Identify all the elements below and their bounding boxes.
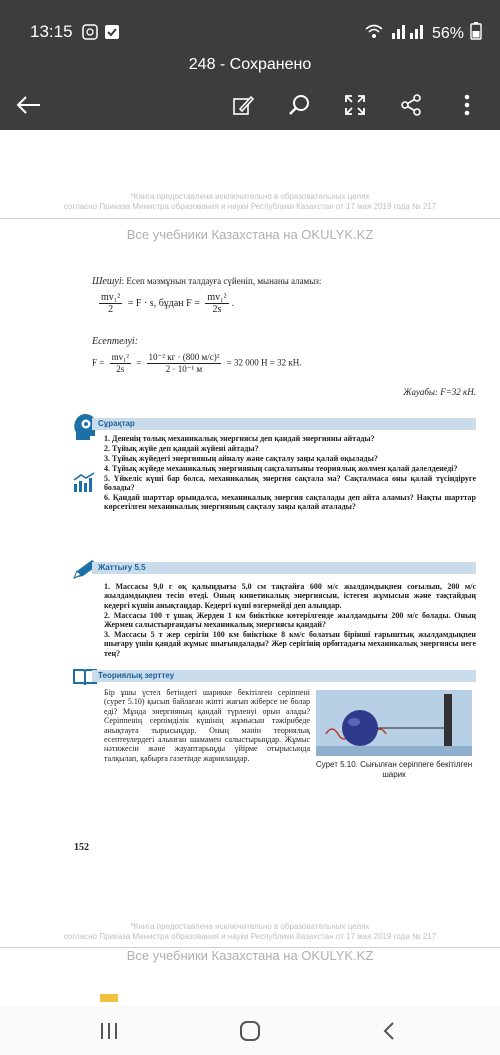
watermark-bottom-line-2: согласно Приказа Министра образования и науки Республики Казахстан от 17 мая 2019 года № 217: [63, 932, 437, 941]
formula1-mid: = F · s, бұдан F =: [127, 297, 200, 309]
chart-up-icon: [72, 472, 96, 497]
formula-1: [96, 292, 486, 315]
exercise-1: 1. Массасы 9,0 г оқ қалыңдығы 5,0 см тақтайға 600 м/с жылдамдықпен соғылып, 200 м/с жылдамдықпен тесіп өтеді. Оның кинетикалық энергиясын, істеген жұмысын және тақтайдың кедергі күшін анықтаңдар. Кедергі күші өзгермейді деп алыңдар.: [104, 582, 476, 610]
fullscreen-button[interactable]: [340, 90, 370, 120]
exercise-header: Жаттығу 5.5: [92, 562, 476, 574]
signal-icon: [390, 23, 426, 44]
recent-apps-icon: [99, 1022, 119, 1040]
okulyk-banner: Все учебники Казахстана на OKULYK.KZ: [126, 227, 374, 242]
calc-label: Есептелуі: [92, 336, 135, 347]
formula1-num: mv₁²: [101, 292, 121, 303]
exercise-list: [104, 582, 476, 659]
edit-icon: [231, 93, 255, 117]
back-arrow-icon: [16, 95, 42, 115]
back-button[interactable]: [374, 1016, 404, 1046]
status-bar: [0, 0, 500, 46]
formula2-num2: 10⁻² кг · (800 м/с)²: [148, 352, 220, 362]
next-page-marker: [100, 994, 118, 1002]
edit-button[interactable]: [228, 90, 258, 120]
research-header: Теориялық зерттеу: [92, 670, 476, 682]
top-app-bar: [0, 0, 500, 130]
watermark-line-1: *Книга предоставлена исключительно в образовательных целях: [130, 192, 370, 201]
formula-2: [92, 352, 482, 375]
formula2-den2: 2 · 10⁻¹ м: [165, 364, 203, 374]
question-4: 4. Тұйық жүйеде механикалық энергияның сақталатыны теориялық жолмен қалай дәлелденеді?: [104, 463, 458, 473]
question-2: 2. Тұйық жүйе деп қандай жүйені айтады?: [104, 443, 259, 453]
document-page[interactable]: [0, 130, 500, 1018]
formula1-den2: 2s: [212, 304, 222, 315]
question-5: 5. Үйкеліс күші бар болса, механикалық энергия сақтала ма? Сақталмаса оны қалай түсіндіруге болады?: [104, 473, 476, 493]
document-title: 248 - Сохранено: [188, 56, 312, 73]
exercise-2: 2. Массасы 100 т ұшақ Жерден 1 км биіктікке көтерілгенде жылдамдығы 200 м/с болады. Оның Жермен салыстырғандағы механикалық энергиясы қандай?: [104, 610, 476, 630]
question-3: 3. Тұйық жүйедегі энергияның айналу және сақталу заңы қалай оқылады?: [104, 453, 378, 463]
back-arrow-button[interactable]: [14, 90, 44, 120]
search-icon: [287, 93, 311, 117]
figure-caption: Сурет 5.10. Сығылған серіппеге бекітілген шарик: [315, 760, 473, 779]
home-icon: [239, 1020, 261, 1042]
formula1-end: .: [231, 297, 235, 309]
questions-header: Сұрақтар: [92, 418, 476, 430]
formula2-eq: =: [136, 357, 142, 368]
recent-apps-button[interactable]: [94, 1016, 124, 1046]
solution-label: Шешуі: [92, 276, 122, 287]
formula1-den: 2: [108, 304, 114, 315]
spring-ball-figure: [316, 690, 472, 756]
status-time: 13:15: [30, 22, 73, 41]
vpn-icon: [82, 24, 98, 45]
calc-line: Есептелуі:: [92, 336, 139, 347]
exercise-3: 3. Массасы 5 т жер серігін 100 км биіктікке 8 км/с болатын бірінші ғарыштық жылдамдықпен шығару үшін қандай жұмыс шығындалады? Жер серігінің орбитадағы механикалық энергиясы неге тең?: [104, 630, 476, 658]
formula2-result: = 32 000 Н = 32 кН.: [226, 357, 302, 368]
page-divider: [0, 218, 500, 219]
okulyk-banner-bottom: Все учебники Казахстана на OKULYK.KZ: [126, 948, 374, 963]
formula1-num2: mv₁²: [207, 292, 227, 303]
formula2-den: 2s: [116, 364, 125, 374]
more-button[interactable]: [452, 90, 482, 120]
share-button[interactable]: [396, 90, 426, 120]
fullscreen-icon: [343, 93, 367, 117]
solution-line: [92, 276, 482, 287]
wifi-icon: [364, 23, 384, 44]
solution-text: : Есеп мазмұнын талдауға сүйеніп, мынаны аламыз:: [121, 276, 322, 286]
share-icon: [399, 93, 423, 117]
watermark-bottom-line-1: *Книга предоставлена исключительно в образовательных целях: [130, 922, 370, 931]
more-icon: [463, 93, 471, 117]
formula2-num: mv₁²: [111, 352, 129, 362]
check-icon: [104, 24, 120, 45]
back-icon: [381, 1021, 397, 1041]
formula2-lhs: F =: [92, 357, 105, 368]
search-button[interactable]: [284, 90, 314, 120]
battery-icon: [470, 22, 482, 45]
navigation-bar: [0, 1006, 500, 1055]
home-button[interactable]: [235, 1016, 265, 1046]
research-text: Бір ұшы үстел бетіндегі шарикке бекітілген серіппені (сурет 5.10) қысып байлаған жіпті жағып жіберсе не болар еді? Мұнда энергияның қандай түрленуі орын алады? Серіппенің серпімділік күшінің жұмысын тәжірибеде анықтауға тырысыңдар. Оның мәнін теориялық есептеулердегі алынған шамамен салыстырыңдар. Жұмыс нәтижесін және жауаптарыңды үйірме отырысында талқылап, қабырға газетінде жариялаңдар.: [104, 688, 310, 763]
battery-text: 56%: [431, 24, 464, 42]
answer: Жауабы: F=32 кН.: [403, 387, 476, 397]
page-number: 152: [74, 842, 89, 853]
question-1: 1. Дененің толық механикалық энергиясы деп қандай энергияны айтады?: [104, 434, 375, 443]
question-6: 6. Қандай шарттар орындалса, механикалық энергия сақталады деп айта аламыз? Нақты шарттар көрсетілген механикалық энергияның сақталу заңы қалай аталады?: [104, 492, 476, 512]
watermark-line-2: согласно Приказа Министра образования и науки Республики Казахстан от 17 мая 2019 года № 217: [63, 202, 437, 211]
questions-list: [104, 434, 476, 512]
